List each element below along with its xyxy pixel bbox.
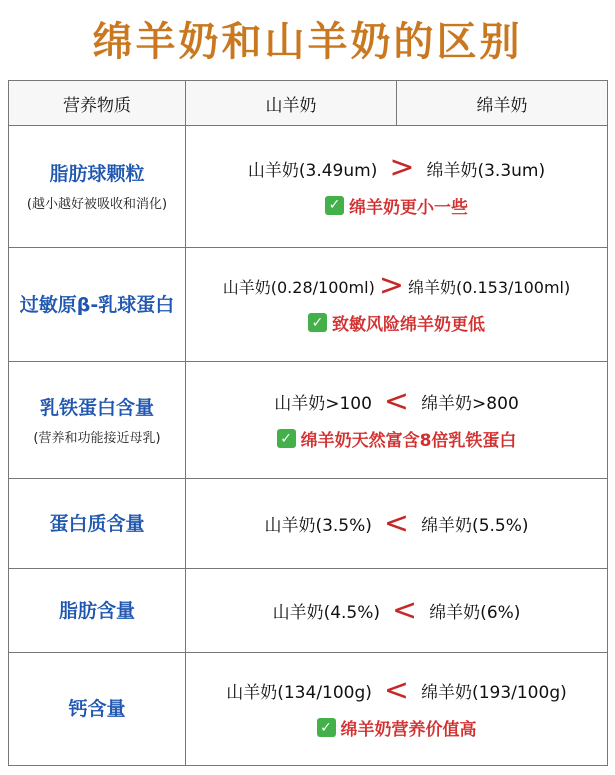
comparison-line [186,383,607,419]
nutrient-cell [9,653,186,766]
nutrient-name: 过敏原β-乳球蛋白 [19,293,175,316]
table-row [9,569,608,653]
nutrient-name: 脂肪球颗粒 [49,163,145,185]
check-box-icon: ✓ [317,718,336,737]
comparison-table [8,80,608,766]
sheep-value: 绵羊奶(6%) [429,603,521,623]
conclusion [186,193,607,218]
conclusion-text: 绵羊奶天然富含8倍乳铁蛋白 [300,431,517,451]
comparison-line [186,268,607,303]
table-row [9,479,608,569]
table-row [9,653,608,766]
table-row [9,126,608,248]
table-row [9,362,608,479]
sheep-value: 绵羊奶(0.153/100ml) [407,277,571,297]
conclusion-text: 致敏风险绵羊奶更低 [332,315,485,335]
check-box-icon: ✓ [325,196,344,215]
nutrient-note: (越小越好被吸收和消化) [26,197,168,212]
comparison-cell [186,479,608,569]
header-nutrient: 营养物质 [9,81,186,126]
goat-value: 山羊奶(4.5%) [272,603,381,623]
comparison-cell [186,126,608,248]
comparison-cell [186,569,608,653]
goat-value: 山羊奶(0.28/100ml) [222,277,375,297]
conclusion-text: 绵羊奶更小一些 [349,197,468,218]
nutrient-cell [9,126,186,248]
nutrient-cell [9,479,186,569]
nutrient-cell [9,248,186,362]
header-goat-milk: 山羊奶 [186,81,397,126]
page-title: 绵羊奶和山羊奶的区别 [92,18,523,65]
table-header-row [9,81,608,126]
header-sheep-milk: 绵羊奶 [397,81,608,126]
sheep-value: 绵羊奶>800 [421,394,519,414]
conclusion [186,310,607,335]
comparison-symbol: < [383,383,410,419]
goat-value: 山羊奶(134/100g) [226,683,372,703]
comparison-cell [186,362,608,479]
table-row [9,248,608,362]
sheep-value: 绵羊奶(3.3um) [426,160,546,181]
comparison-symbol: < [383,505,410,541]
nutrient-name: 蛋白质含量 [49,512,145,535]
goat-value: 山羊奶>100 [274,394,372,414]
conclusion [186,715,607,740]
goat-value: 山羊奶(3.5%) [264,516,372,536]
sheep-value: 绵羊奶(5.5%) [421,516,529,536]
comparison-line [186,505,607,541]
comparison-symbol: < [392,592,418,628]
comparison-symbol: > [378,268,404,303]
nutrient-name: 钙含量 [68,698,126,720]
conclusion [186,426,607,451]
comparison-line [186,672,607,708]
nutrient-cell [9,569,186,653]
goat-value: 山羊奶(3.49um) [247,160,378,181]
comparison-cell [186,248,608,362]
comparison-line [186,592,607,628]
comparison-symbol: > [389,150,415,185]
check-box-icon: ✓ [308,313,327,332]
nutrient-cell [9,362,186,479]
nutrient-name: 脂肪含量 [58,599,135,622]
nutrient-name: 乳铁蛋白含量 [39,396,154,419]
comparison-cell [186,653,608,766]
conclusion-text: 绵羊奶营养价值高 [340,720,477,740]
nutrient-note: (营养和功能接近母乳) [33,430,161,446]
comparison-line [186,150,607,185]
comparison-symbol: < [383,672,410,708]
check-box-icon: ✓ [277,429,296,448]
sheep-value: 绵羊奶(193/100g) [421,683,567,703]
